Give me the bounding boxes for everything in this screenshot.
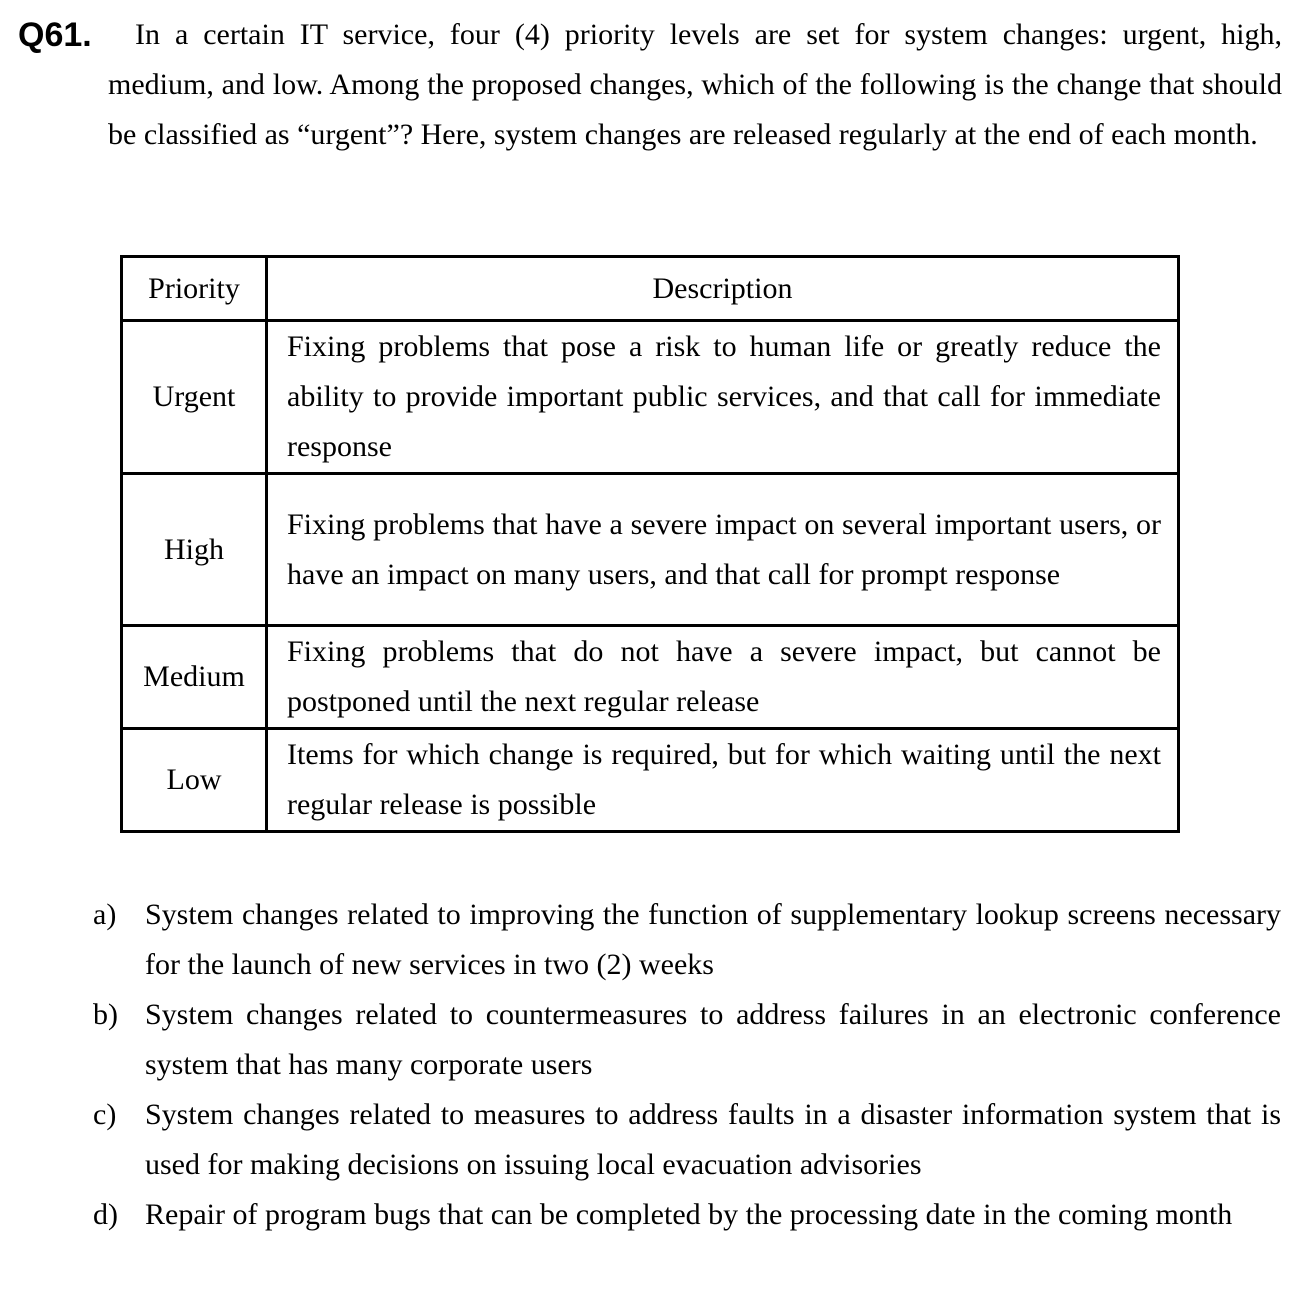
option-c-label: c) xyxy=(93,1098,117,1131)
option-b xyxy=(93,990,1281,1090)
priority-cell-urgent: Urgent xyxy=(122,321,267,474)
table-row xyxy=(122,729,1179,832)
description-cell-medium: Fixing problems that do not have a severe impact, but cannot be postponed until the next regular release xyxy=(267,626,1179,729)
option-a xyxy=(93,890,1281,990)
question-text: In a certain IT service, four (4) priority levels are set for system changes: urgent, high, medium, and low. Among the proposed changes, which of the following is the change that should be classified as “urgent”? Here, system changes are released regularly at the end of each month. xyxy=(108,18,1282,151)
priority-cell-high: High xyxy=(122,474,267,626)
table-row xyxy=(122,321,1179,474)
question-block xyxy=(0,10,1298,160)
table-row xyxy=(122,474,1179,626)
option-c xyxy=(93,1090,1281,1190)
description-column-header: Description xyxy=(267,257,1179,321)
priority-column-header: Priority xyxy=(122,257,267,321)
priority-table xyxy=(120,255,1180,833)
description-cell-low: Items for which change is required, but for which waiting until the next regular release is possible xyxy=(267,729,1179,832)
priority-cell-medium: Medium xyxy=(122,626,267,729)
option-d-text: Repair of program bugs that can be completed by the processing date in the coming month xyxy=(145,1198,1233,1231)
option-c-text: System changes related to measures to address faults in a disaster information system that is used for making decisions on issuing local evacuation advisories xyxy=(145,1098,1281,1181)
description-cell-high: Fixing problems that have a severe impact on several important users, or have an impact on many users, and that call for prompt response xyxy=(267,474,1179,626)
option-b-text: System changes related to countermeasures to address failures in an electronic conference system that has many corporate users xyxy=(145,998,1281,1081)
description-cell-urgent: Fixing problems that pose a risk to human life or greatly reduce the ability to provide important public services, and that call for immediate response xyxy=(267,321,1179,474)
option-d-label: d) xyxy=(93,1198,118,1231)
options-list xyxy=(0,890,1298,1240)
table-row xyxy=(122,626,1179,729)
question-number: Q61. xyxy=(18,16,92,54)
table-header-row xyxy=(122,257,1179,321)
option-a-label: a) xyxy=(93,898,117,931)
option-d xyxy=(93,1190,1281,1240)
option-b-label: b) xyxy=(93,998,118,1031)
priority-cell-low: Low xyxy=(122,729,267,832)
option-a-text: System changes related to improving the function of supplementary lookup screens necessary for the launch of new services in two (2) weeks xyxy=(145,898,1281,981)
